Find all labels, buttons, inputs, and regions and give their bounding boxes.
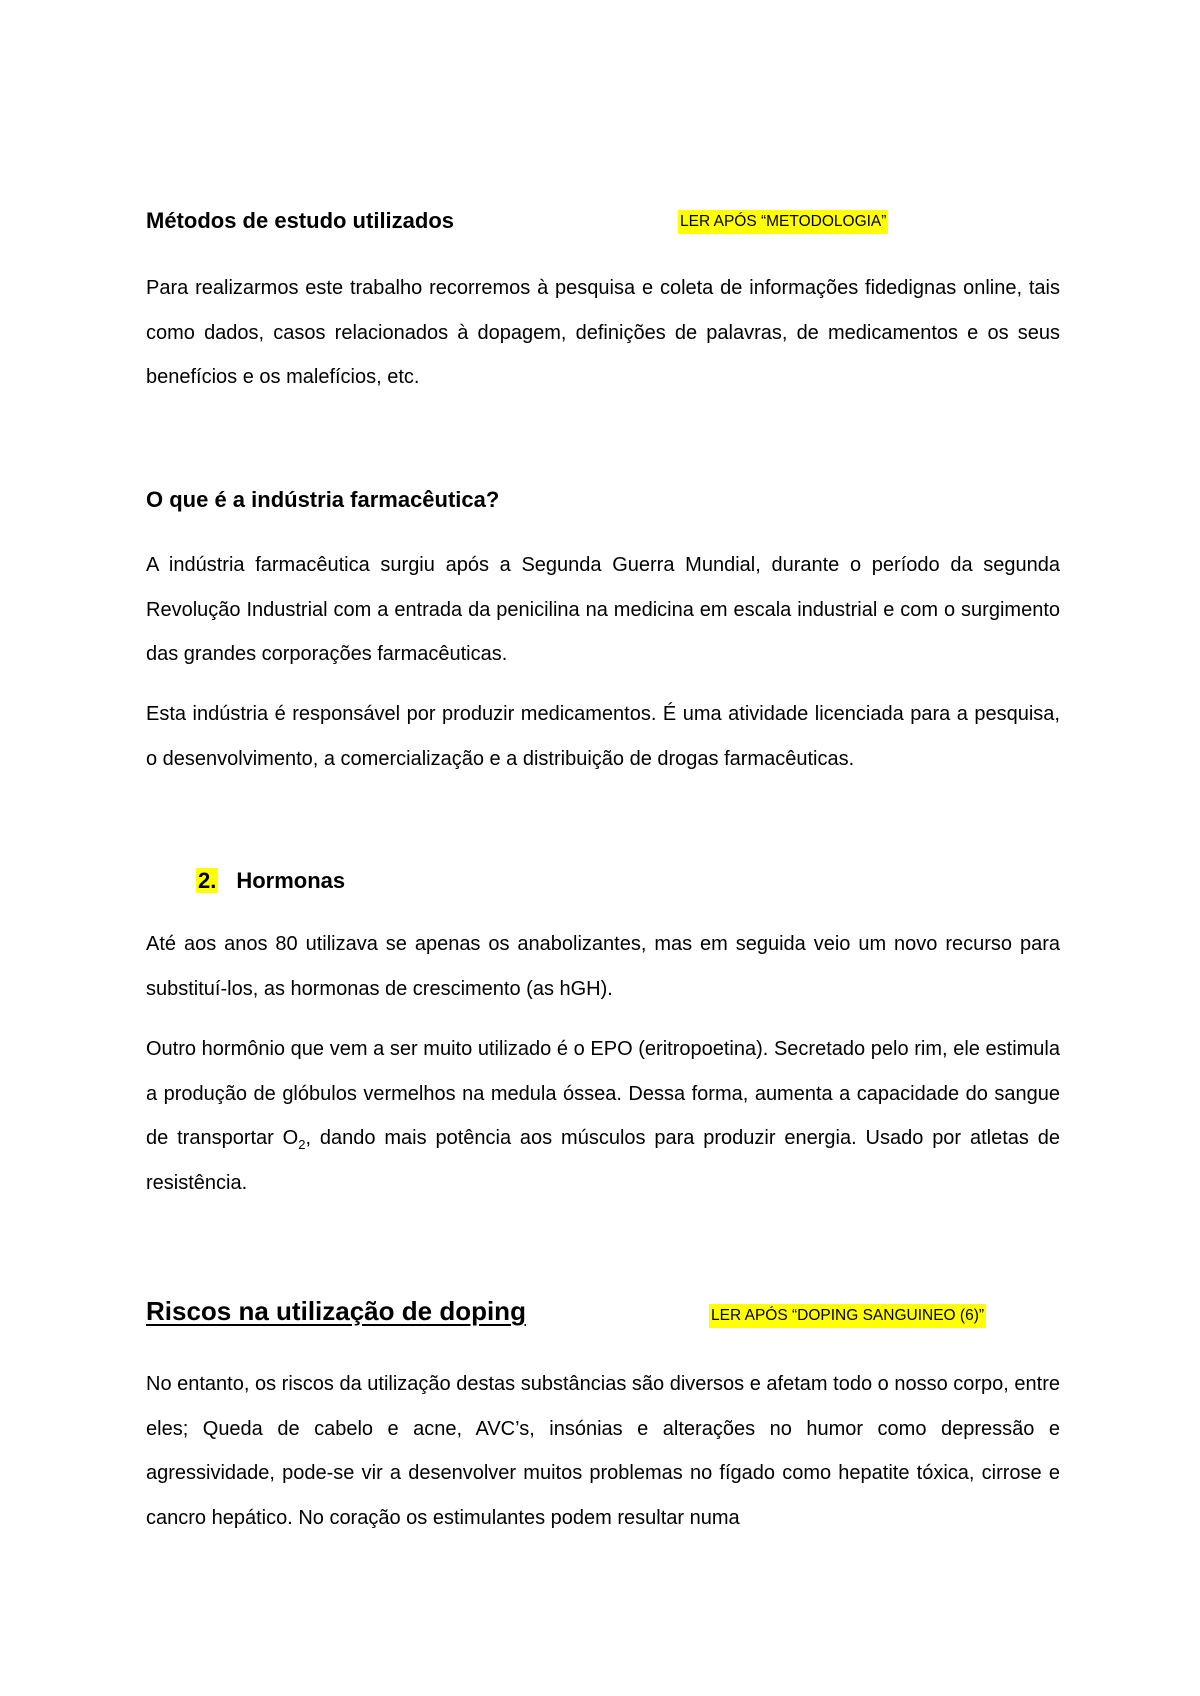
industria-paragraph-2: Esta indústria é responsável por produzir medicamentos. É uma atividade licenciada para a pesquisa, o desenvolvimento, a comercialização e a distribuição de drogas farmacêuticas. [146, 703, 1060, 770]
riscos-paragraph: No entanto, os riscos da utilização destas substâncias são diversos e afetam todo o nosso corpo, entre eles; Queda de cabelo e acne, AVC’s, insónias e alterações no humor como depressão e agressividade, pode-se vir a desenvolver muitos problemas no fígado como hepatite tóxica, cirrose e cancro hepático. No coração os estimulantes podem resultar numa [146, 1373, 1060, 1529]
hormonas-heading-row [146, 866, 1060, 906]
hormonas-title: Hormonas [236, 868, 346, 893]
hormonas-p2-text-after: , dando mais potência aos músculos para produzir energia. Usado por atletas de resistência. [146, 1127, 1060, 1194]
metodos-heading-row [146, 206, 1060, 246]
riscos-heading: Riscos na utilização de doping [146, 1296, 526, 1326]
hormonas-paragraph-1: Até aos anos 80 utilizava se apenas os anabolizantes, mas em seguida veio um novo recurso para substituí-los, as hormonas de crescimento (as hGH). [146, 933, 1060, 1000]
industria-heading: O que é a indústria farmacêutica? [146, 487, 500, 512]
hormonas-heading [196, 866, 345, 896]
hormonas-paragraph-2 [146, 1027, 1060, 1205]
metodos-note-highlight: LER APÓS “METODOLOGIA” [678, 210, 888, 234]
oxygen-subscript: 2 [298, 1137, 306, 1152]
metodos-heading: Métodos de estudo utilizados [146, 208, 455, 233]
hormonas-p2-text-before: Outro hormônio que vem a ser muito utilizado é o EPO (eritropoetina). Secretado pelo rim, ele estimula a produção de glóbulos vermelhos na medula óssea. Dessa forma, aumenta a capacidade do sangue de transportar O [146, 1038, 1060, 1149]
hormonas-number-highlight: 2. [198, 868, 217, 893]
industria-heading-row [146, 485, 1060, 525]
riscos-note-highlight: LER APÓS “DOPING SANGUINEO (6)” [709, 1304, 986, 1328]
riscos-heading-row [146, 1296, 1060, 1336]
metodos-paragraph: Para realizarmos este trabalho recorremos à pesquisa e coleta de informações fidedignas online, tais como dados, casos relacionados à dopagem, definições de palavras, de medicamentos e os seus benefícios e os malefícios, etc. [146, 277, 1060, 388]
industria-paragraph-1: A indústria farmacêutica surgiu após a Segunda Guerra Mundial, durante o período da segunda Revolução Industrial com a entrada da penicilina na medicina em escala industrial e com o surgimento das grandes corporações farmacêuticas. [146, 554, 1060, 665]
